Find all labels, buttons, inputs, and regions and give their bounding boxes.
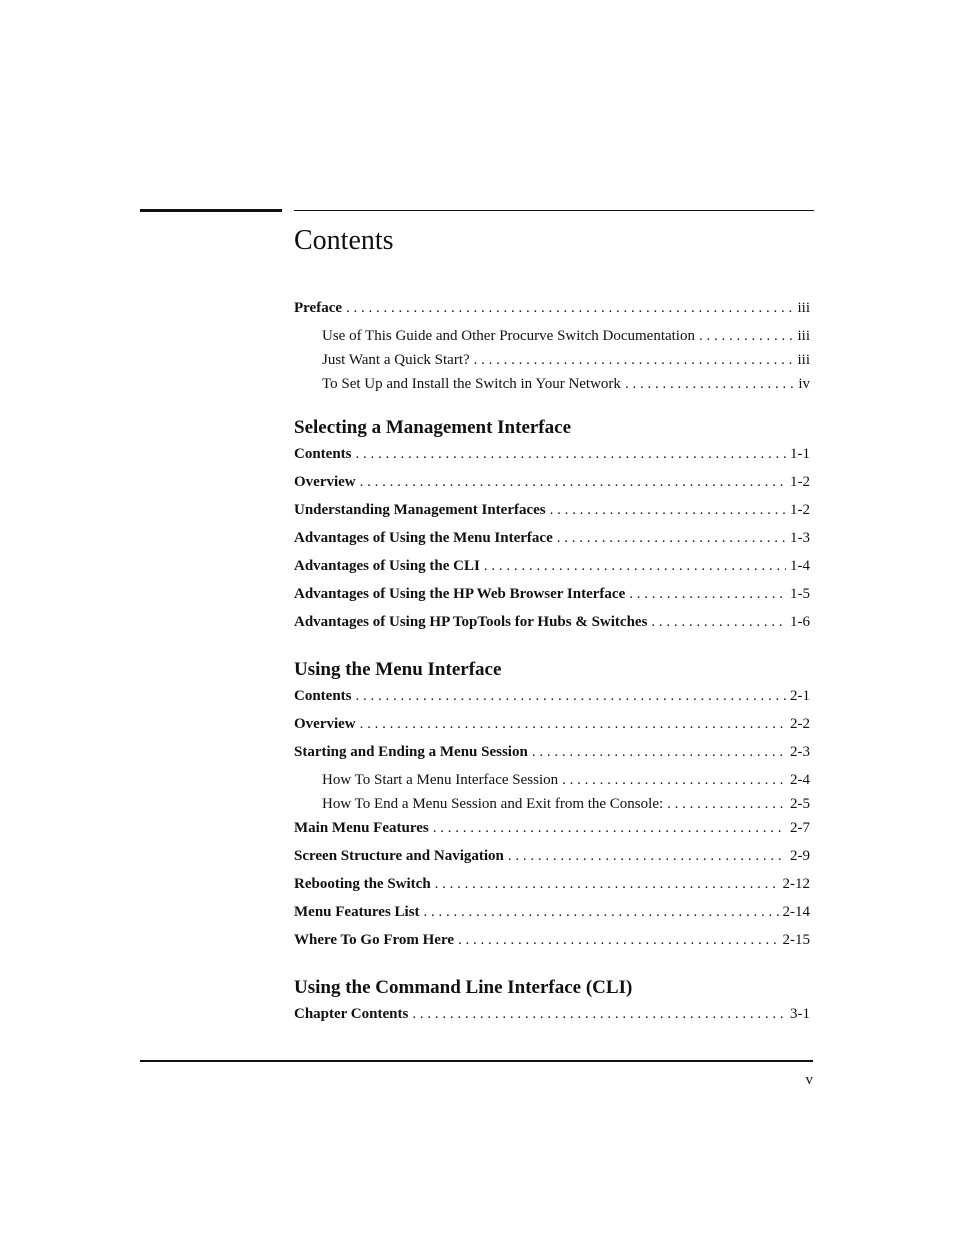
toc-entry-preface[interactable] bbox=[294, 300, 810, 328]
toc-entry-page: iii bbox=[797, 352, 810, 368]
page-title: Contents bbox=[294, 225, 394, 256]
toc-entry-page: 2-4 bbox=[790, 772, 810, 788]
toc-entry-page: iv bbox=[798, 376, 810, 392]
toc-entry-label: How To Start a Menu Interface Session bbox=[322, 772, 559, 788]
toc-entry-page: 3-1 bbox=[790, 1006, 810, 1022]
toc-entry[interactable] bbox=[294, 688, 810, 716]
toc-entry[interactable] bbox=[294, 716, 810, 744]
toc-entry-label: Starting and Ending a Menu Session bbox=[294, 744, 528, 760]
section-heading: Using the Menu Interface bbox=[294, 659, 502, 680]
toc-entry[interactable] bbox=[294, 1006, 810, 1034]
toc-subentry[interactable] bbox=[294, 796, 810, 820]
dot-leader bbox=[550, 502, 786, 519]
toc-entry-page: 2-12 bbox=[782, 876, 810, 892]
toc-entry-label: Contents bbox=[294, 446, 352, 462]
toc-entry-label: Contents bbox=[294, 688, 352, 704]
toc-entry[interactable] bbox=[294, 744, 810, 772]
toc-entry[interactable] bbox=[294, 474, 810, 502]
dot-leader bbox=[562, 772, 786, 789]
toc-entry-page: 2-5 bbox=[790, 796, 810, 812]
toc-entry-label: Main Menu Features bbox=[294, 820, 429, 836]
toc-subentry[interactable] bbox=[294, 772, 810, 796]
toc-entry-page: 2-3 bbox=[790, 744, 810, 760]
dot-leader bbox=[532, 744, 786, 761]
toc-entry-page: 1-6 bbox=[790, 614, 810, 630]
dot-leader bbox=[667, 796, 786, 813]
toc-entry-label: Advantages of Using the CLI bbox=[294, 558, 480, 574]
dot-leader bbox=[412, 1006, 786, 1023]
toc-entry-page: 1-2 bbox=[790, 502, 810, 518]
toc-entry-page: 2-9 bbox=[790, 848, 810, 864]
toc-subentry[interactable] bbox=[294, 328, 810, 352]
header-rule-thin bbox=[294, 210, 814, 211]
dot-leader bbox=[699, 328, 794, 345]
toc-entry-page: 1-2 bbox=[790, 474, 810, 490]
toc-entry[interactable] bbox=[294, 820, 810, 848]
toc-entry[interactable] bbox=[294, 502, 810, 530]
toc-entry-page: 2-7 bbox=[790, 820, 810, 836]
toc-entry[interactable] bbox=[294, 614, 810, 642]
toc-entry-label: Screen Structure and Navigation bbox=[294, 848, 504, 864]
toc-entry-label: Overview bbox=[294, 474, 356, 490]
dot-leader bbox=[474, 352, 794, 369]
toc-entry-page: 1-5 bbox=[790, 586, 810, 602]
toc-entry-page: 1-1 bbox=[790, 446, 810, 462]
dot-leader bbox=[360, 474, 786, 491]
toc-entry-label: Understanding Management Interfaces bbox=[294, 502, 546, 518]
table-of-contents bbox=[294, 300, 810, 1034]
dot-leader bbox=[433, 820, 786, 837]
toc-entry-page: 1-3 bbox=[790, 530, 810, 546]
toc-entry[interactable] bbox=[294, 932, 810, 960]
toc-entry-label: Menu Features List bbox=[294, 904, 420, 920]
footer-rule bbox=[140, 1060, 813, 1062]
toc-entry-label: Chapter Contents bbox=[294, 1006, 409, 1022]
toc-entry[interactable] bbox=[294, 848, 810, 876]
toc-entry-page: 1-4 bbox=[790, 558, 810, 574]
dot-leader bbox=[651, 614, 786, 631]
toc-entry-label: To Set Up and Install the Switch in Your Network bbox=[322, 376, 621, 392]
page-number: v bbox=[805, 1072, 813, 1088]
dot-leader bbox=[346, 300, 793, 317]
toc-entry-page: 2-14 bbox=[782, 904, 810, 920]
toc-entry-page: 2-1 bbox=[790, 688, 810, 704]
dot-leader bbox=[356, 446, 786, 463]
toc-entry-label: Overview bbox=[294, 716, 356, 732]
toc-entry-page: iii bbox=[797, 328, 810, 344]
toc-entry[interactable] bbox=[294, 904, 810, 932]
toc-entry-label: Advantages of Using the HP Web Browser Interface bbox=[294, 586, 626, 602]
toc-entry[interactable] bbox=[294, 586, 810, 614]
toc-entry-label: How To End a Menu Session and Exit from the Console: bbox=[322, 796, 664, 812]
toc-entry-label: Just Want a Quick Start? bbox=[322, 352, 470, 368]
toc-entry[interactable] bbox=[294, 446, 810, 474]
dot-leader bbox=[484, 558, 786, 575]
toc-entry-label: Rebooting the Switch bbox=[294, 876, 431, 892]
dot-leader bbox=[356, 688, 786, 705]
dot-leader bbox=[508, 848, 786, 865]
toc-entry-label: Where To Go From Here bbox=[294, 932, 454, 948]
toc-entry-label: Advantages of Using the Menu Interface bbox=[294, 530, 553, 546]
toc-subentry[interactable] bbox=[294, 352, 810, 376]
header-rule-thick bbox=[140, 209, 282, 212]
toc-entry-page: 2-15 bbox=[782, 932, 810, 948]
toc-entry[interactable] bbox=[294, 876, 810, 904]
dot-leader bbox=[629, 586, 786, 603]
dot-leader bbox=[360, 716, 786, 733]
toc-subentry[interactable] bbox=[294, 376, 810, 400]
toc-entry-label: Advantages of Using HP TopTools for Hubs & Switches bbox=[294, 614, 648, 630]
toc-entry[interactable] bbox=[294, 530, 810, 558]
dot-leader bbox=[424, 904, 779, 921]
section-heading: Selecting a Management Interface bbox=[294, 417, 572, 438]
dot-leader bbox=[625, 376, 794, 393]
dot-leader bbox=[458, 932, 779, 949]
toc-entry-label: Preface bbox=[294, 300, 343, 316]
toc-entry-page: iii bbox=[797, 300, 810, 316]
dot-leader bbox=[435, 876, 779, 893]
toc-entry-label: Use of This Guide and Other Procurve Switch Documentation bbox=[322, 328, 695, 344]
toc-entry-page: 2-2 bbox=[790, 716, 810, 732]
toc-entry[interactable] bbox=[294, 558, 810, 586]
section-heading: Using the Command Line Interface (CLI) bbox=[294, 977, 633, 998]
dot-leader bbox=[557, 530, 786, 547]
